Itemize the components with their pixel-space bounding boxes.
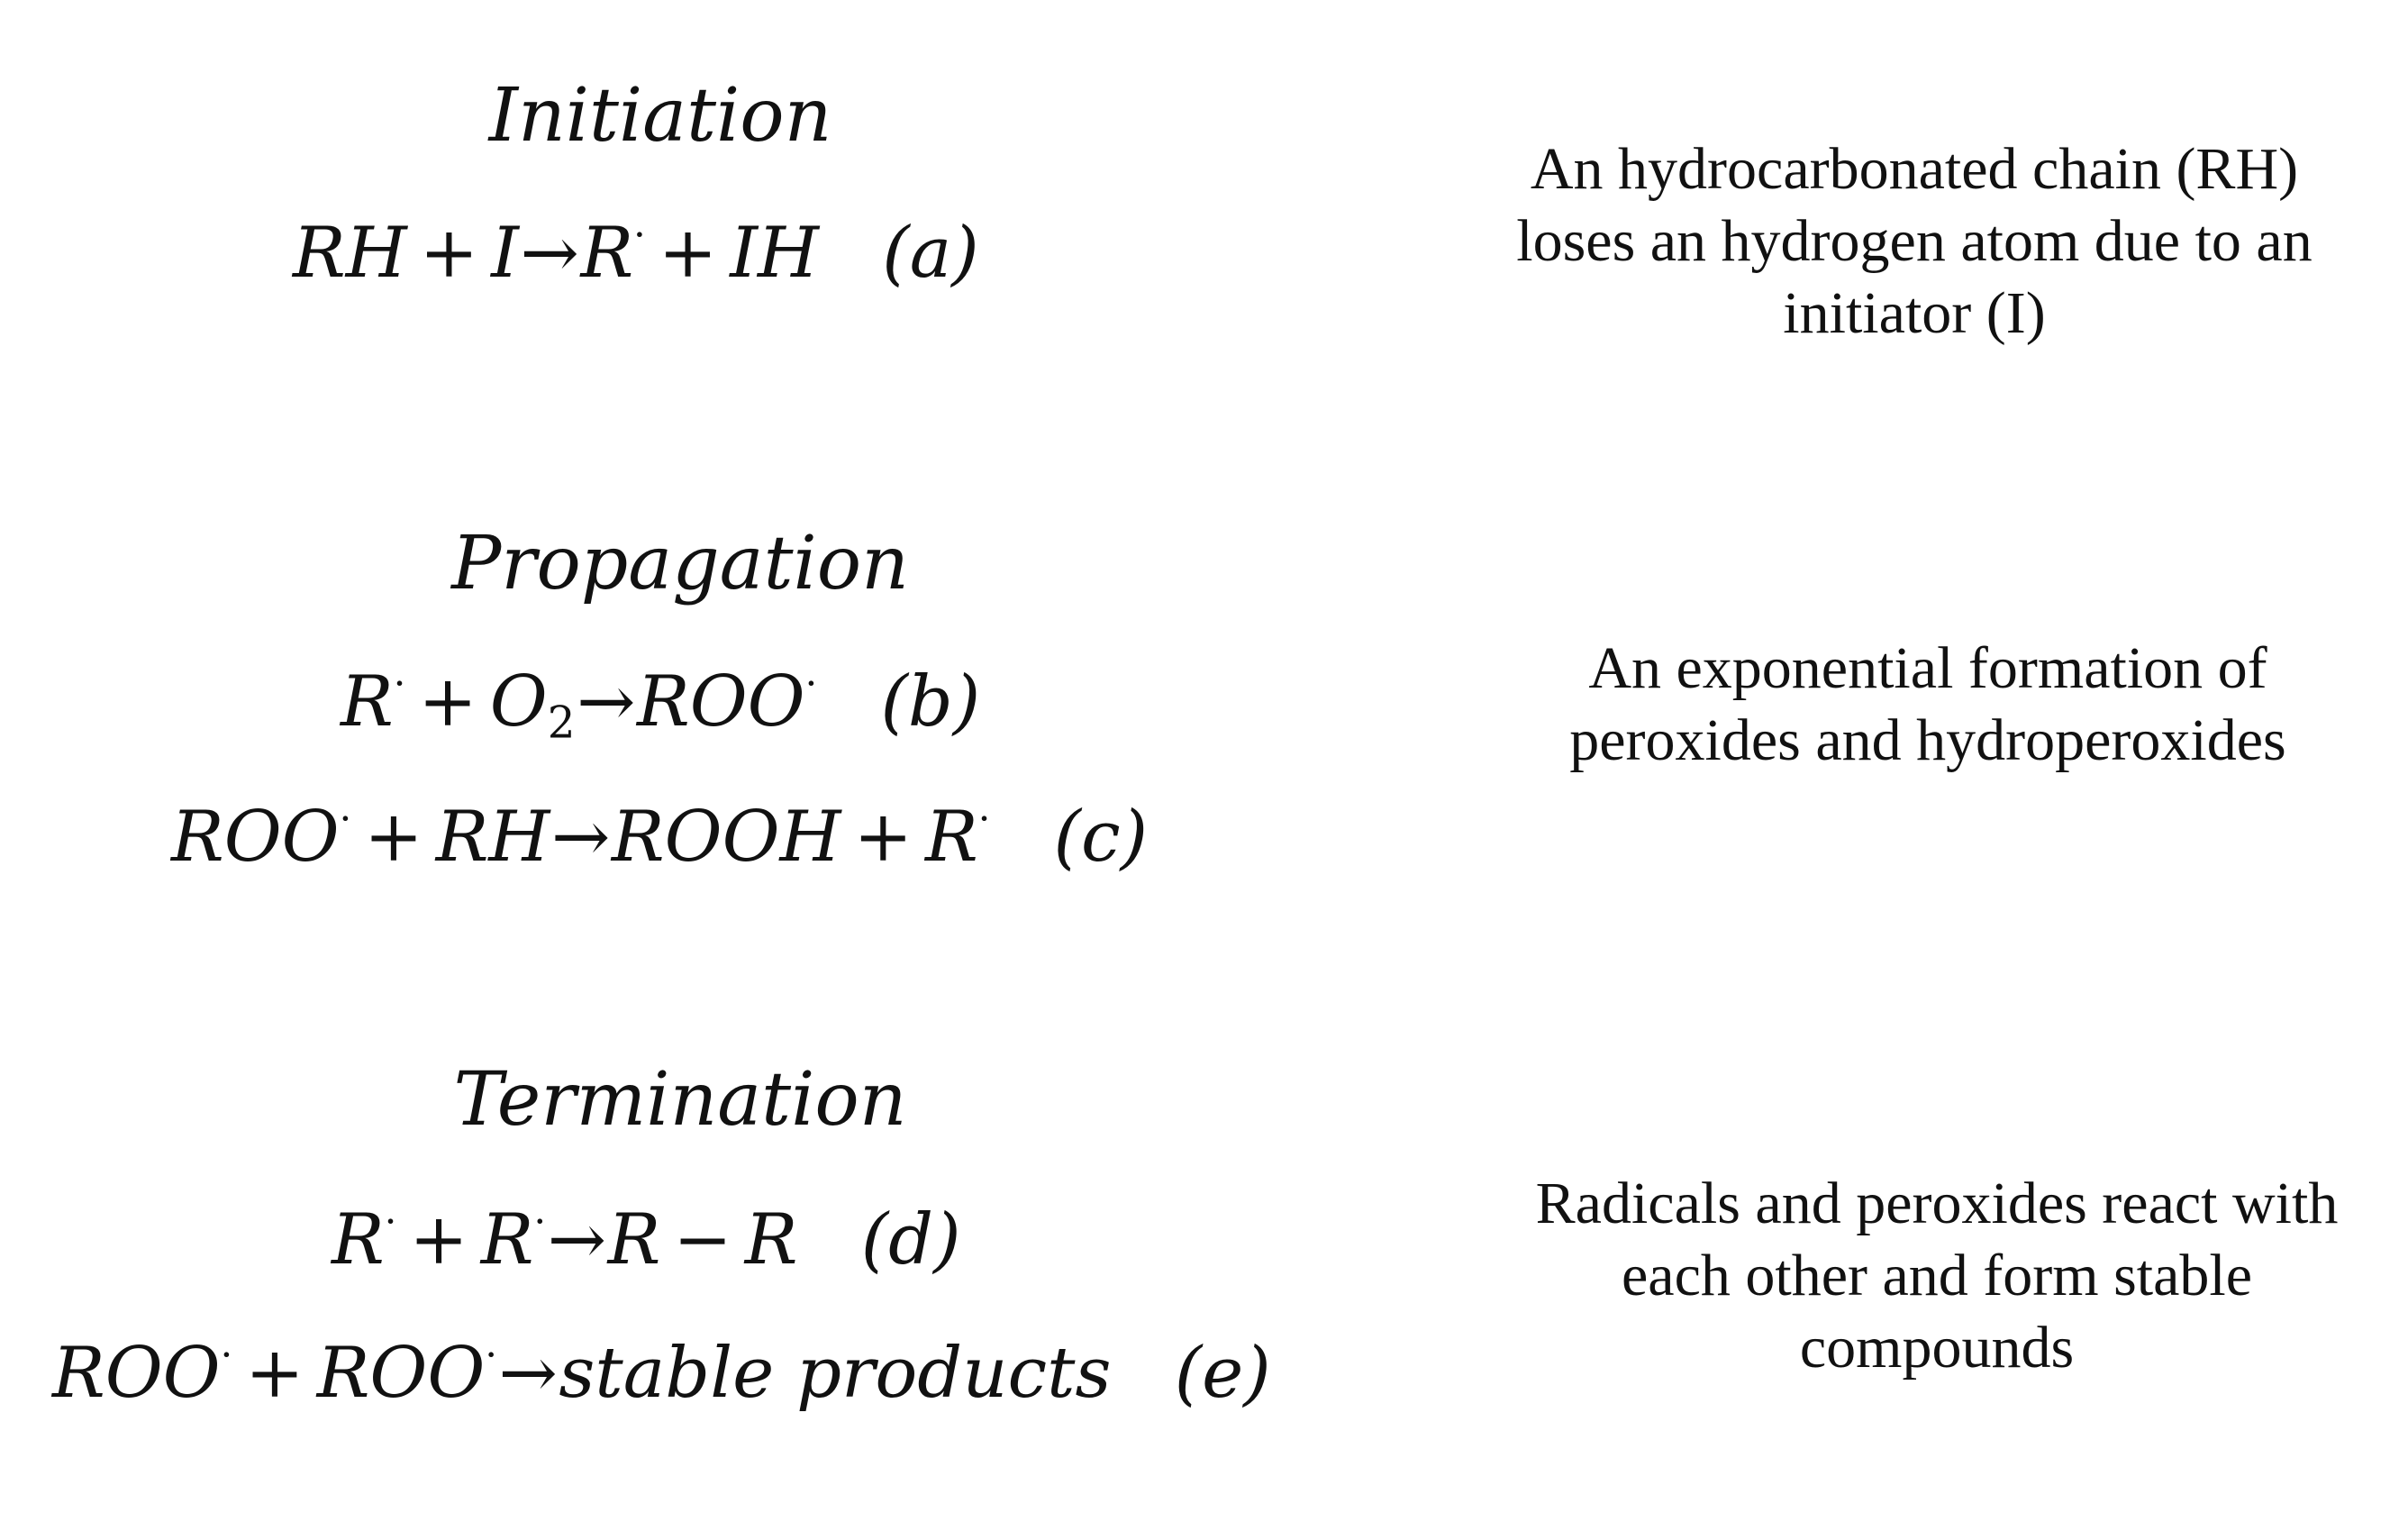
eq-d-term: R: [332, 1199, 385, 1281]
equation-c: [171, 797, 1149, 879]
eq-d-plus: +: [409, 1199, 468, 1281]
eq-c-term: ROO: [171, 797, 340, 879]
equation-a: [293, 213, 979, 295]
eq-d-term: R: [607, 1199, 661, 1281]
termination-description: Radicals and peroxides react with each other and form stable compounds: [1535, 1171, 2339, 1381]
eq-e-radical-dot: ·: [485, 1333, 497, 1378]
propagation-description: An exponential formation of peroxides and hydroperoxides: [1569, 635, 2286, 773]
eq-e-tag: (e): [1174, 1333, 1271, 1415]
eq-b-arrow: →: [577, 661, 636, 743]
eq-d-minus: −: [673, 1199, 732, 1281]
eq-d-term: R: [744, 1199, 798, 1281]
eq-e-arrow: →: [498, 1333, 558, 1415]
eq-d-radical-dot: ·: [384, 1199, 397, 1244]
equation-b: [341, 661, 981, 749]
eq-d-arrow: →: [547, 1199, 607, 1281]
eq-b-subscript: 2: [547, 697, 576, 749]
propagation-heading: Propagation: [451, 521, 909, 606]
eq-e-plus: +: [245, 1333, 304, 1415]
initiation-heading: Initiation: [488, 73, 832, 159]
eq-a-radical-dot: ·: [633, 213, 646, 258]
eq-a-term: I: [491, 213, 519, 295]
eq-c-tag: (c): [1053, 797, 1149, 879]
eq-b-radical-dot: ·: [393, 661, 406, 706]
equation-d: [332, 1199, 961, 1281]
eq-a-term: IH: [730, 213, 820, 295]
initiation-description: An hydrocarbonated chain (RH) loses an hydrogen atom due to an initiator (I): [1516, 136, 2313, 346]
eq-d-radical-dot: ·: [533, 1199, 547, 1244]
eq-a-arrow: →: [520, 213, 579, 295]
eq-b-plus: +: [418, 661, 477, 743]
eq-c-plus: +: [853, 797, 913, 879]
eq-e-term: stable products: [559, 1333, 1112, 1415]
eq-a-term: R: [580, 213, 634, 295]
eq-b-term: ROO: [636, 661, 805, 743]
eq-c-radical-dot: ·: [339, 797, 352, 842]
eq-e-term: ROO: [316, 1333, 486, 1415]
termination-heading: Termination: [453, 1057, 907, 1143]
eq-b-radical-dot: ·: [804, 661, 818, 706]
eq-b-term: O: [489, 661, 548, 743]
eq-c-arrow: →: [550, 797, 611, 879]
eq-d-term: R: [480, 1199, 534, 1281]
eq-a-plus: +: [658, 213, 718, 295]
eq-b-term: R: [341, 661, 394, 743]
eq-c-term: RH: [435, 797, 550, 879]
eq-d-tag: (d): [860, 1199, 961, 1281]
eq-a-tag: (a): [882, 213, 979, 295]
eq-a-plus: +: [419, 213, 479, 295]
eq-c-term: ROOH: [611, 797, 841, 879]
eq-b-tag: (b): [880, 661, 981, 743]
eq-e-radical-dot: ·: [220, 1333, 233, 1378]
eq-c-term: R: [924, 797, 978, 879]
equation-e: [52, 1333, 1271, 1415]
eq-c-radical-dot: ·: [977, 797, 991, 842]
eq-e-term: ROO: [52, 1333, 221, 1415]
eq-a-term: RH: [293, 213, 407, 295]
eq-c-plus: +: [364, 797, 423, 879]
